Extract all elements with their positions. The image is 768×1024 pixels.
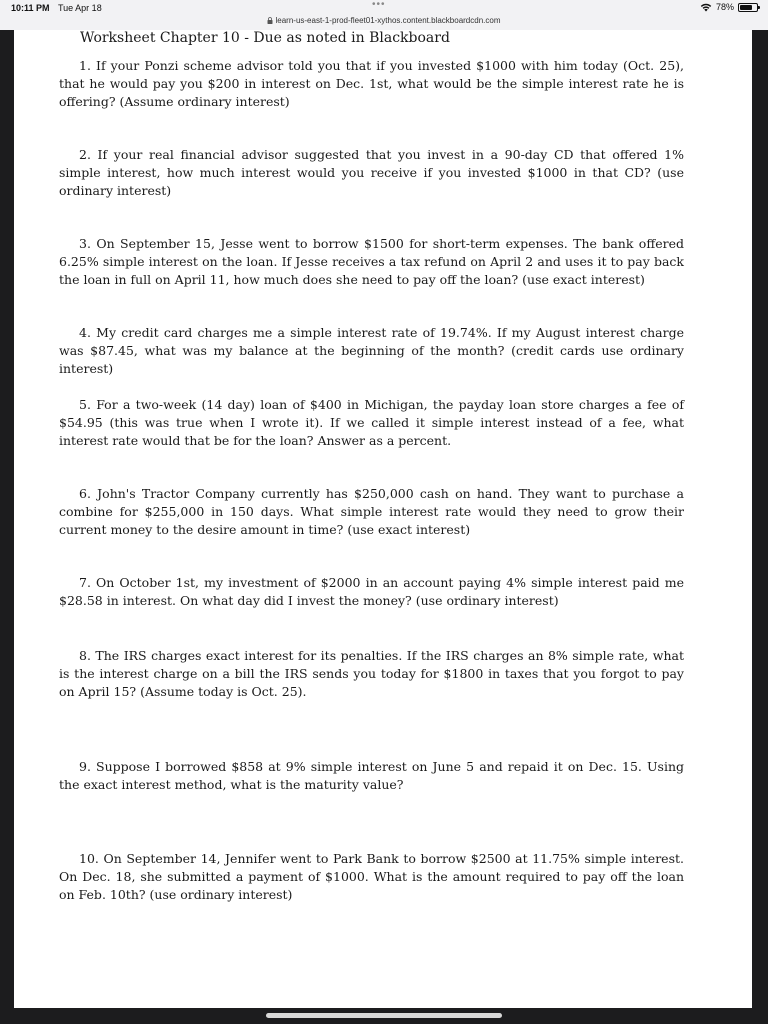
question-7: 7. On October 1st, my investment of $2000 in an account paying 4% simple interest paid me $28.58 in interest. On what day did I invest the money? (use ordinary interest) bbox=[59, 575, 684, 608]
multitasking-dots-icon[interactable]: ••• bbox=[372, 0, 386, 10]
battery-level bbox=[740, 5, 752, 10]
battery-icon bbox=[738, 3, 758, 12]
wifi-icon bbox=[700, 2, 712, 12]
question-1: 1. If your Ponzi scheme advisor told you that if you invested $1000 with him today (Oct. 25), that he would pay you $200 in interest on Dec. 1st, what would be the simple interest rate he is offering? (Assume ordinary interest) bbox=[59, 58, 684, 109]
question-9: 9. Suppose I borrowed $858 at 9% simple interest on June 5 and repaid it on Dec. 15. Using the exact interest method, what is the maturity value? bbox=[59, 759, 684, 792]
document-page bbox=[14, 30, 752, 1008]
status-indicators bbox=[700, 2, 758, 12]
address-bar[interactable] bbox=[0, 16, 768, 30]
status-date: Tue Apr 18 bbox=[58, 3, 102, 13]
status-time: 10:11 PM bbox=[11, 3, 50, 13]
question-6: 6. John's Tractor Company currently has $250,000 cash on hand. They want to purchase a combine for $255,000 in 150 days. What simple interest rate would they need to grow their current money to the desire amount in time? (use exact interest) bbox=[59, 486, 684, 537]
question-8: 8. The IRS charges exact interest for its penalties. If the IRS charges an 8% simple rate, what is the interest charge on a bill the IRS sends you today for $1800 in taxes that you forgot to pay on April 15? (Assume today is Oct. 25). bbox=[59, 648, 684, 699]
battery-percent: 78% bbox=[715, 2, 734, 12]
home-indicator[interactable] bbox=[266, 1013, 502, 1018]
page-title: Worksheet Chapter 10 - Due as noted in Blackboard bbox=[80, 30, 450, 46]
status-bar bbox=[0, 0, 768, 16]
question-5: 5. For a two-week (14 day) loan of $400 in Michigan, the payday loan store charges a fee of $54.95 (this was true when I wrote it). If we called it simple interest instead of a fee, what interest rate would that be for the loan? Answer as a percent. bbox=[59, 397, 684, 448]
question-2: 2. If your real financial advisor suggested that you invest in a 90-day CD that offered 1% simple interest, how much interest would you receive if you invested $1000 in that CD? (use ordinary interest) bbox=[59, 147, 684, 198]
question-3: 3. On September 15, Jesse went to borrow $1500 for short-term expenses. The bank offered 6.25% simple interest on the loan. If Jesse receives a tax refund on April 2 and uses it to pay back the loan in full on April 11, how much does she need to pay off the loan? (use exact interest) bbox=[59, 236, 684, 287]
url-text: learn-us-east-1-prod-fleet01-xythos.content.blackboardcdn.com bbox=[275, 16, 501, 25]
battery-cap bbox=[758, 6, 760, 9]
question-10: 10. On September 14, Jennifer went to Park Bank to borrow $2500 at 11.75% simple interest. On Dec. 18, she submitted a payment of $1000. What is the amount required to pay off the loan on Feb. 10th? (use ordinary interest) bbox=[59, 851, 684, 902]
lock-icon bbox=[267, 17, 273, 24]
question-4: 4. My credit card charges me a simple interest rate of 19.74%. If my August interest charge was $87.45, what was my balance at the beginning of the month? (credit cards use ordinary interest) bbox=[59, 325, 684, 376]
